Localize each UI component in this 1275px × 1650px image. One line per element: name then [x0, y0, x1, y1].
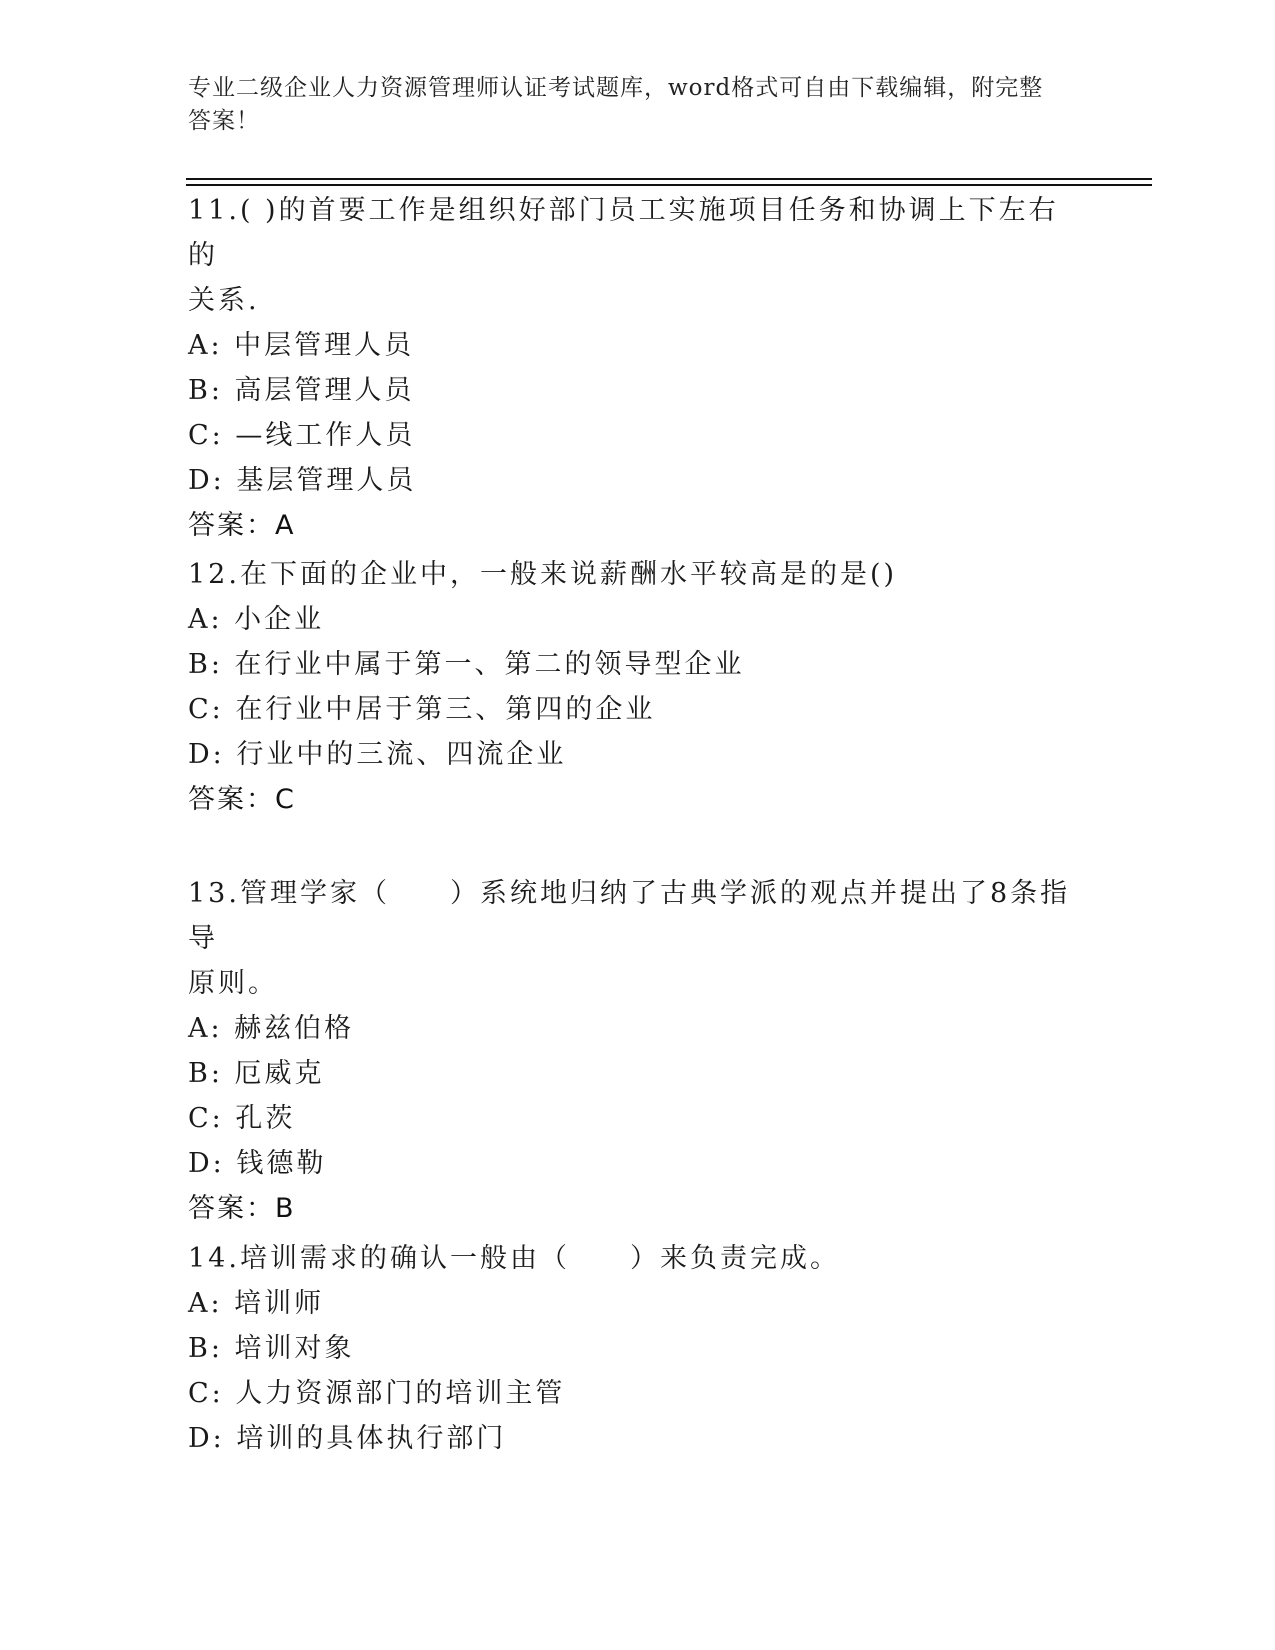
question-stem-line-1: 13.管理学家（ ）系统地归纳了古典学派的观点并提出了8条指导: [188, 878, 1071, 954]
option-a: A: 培训师: [188, 1288, 325, 1319]
question-12: [188, 552, 1088, 822]
question-stem-line-2: 关系.: [188, 285, 260, 316]
answer-line: 答案：B: [188, 1193, 296, 1224]
option-b: B: 高层管理人员: [188, 375, 415, 406]
option-d: D: 钱德勒: [188, 1148, 327, 1179]
question-stem-line-2: 原则。: [188, 968, 278, 999]
header-divider-bottom: [186, 184, 1152, 186]
intro-line-2: 答案！: [188, 108, 260, 134]
document-intro: [188, 72, 1068, 138]
question-stem-line-1: 12.在下面的企业中，一般来说薪酬水平较高是的是(): [188, 559, 898, 590]
option-b: B: 在行业中属于第一、第二的领导型企业: [188, 649, 745, 680]
header-divider-top: [186, 178, 1152, 180]
option-d: D: 培训的具体执行部门: [188, 1423, 507, 1454]
answer-line: 答案：A: [188, 510, 296, 541]
intro-line-1: 专业二级企业人力资源管理师认证考试题库，word格式可自由下载编辑，附完整: [188, 75, 1044, 101]
question-stem-line-1: 11.( )的首要工作是组织好部门员工实施项目任务和协调上下左右的: [188, 195, 1059, 271]
option-c: C: 在行业中居于第三、第四的企业: [188, 694, 656, 725]
answer-line: 答案：C: [188, 784, 296, 815]
option-c: C: 孔茨: [188, 1103, 296, 1134]
question-11: [188, 188, 1088, 548]
question-13: [188, 871, 1088, 1231]
question-stem-line-1: 14.培训需求的确认一般由（ ）来负责完成。: [188, 1243, 840, 1274]
option-a: A: 小企业: [188, 604, 325, 635]
option-c: C: 人力资源部门的培训主管: [188, 1378, 566, 1409]
question-14: [188, 1236, 1088, 1461]
option-a: A: 中层管理人员: [188, 330, 415, 361]
option-b: B: 厄威克: [188, 1058, 325, 1089]
option-c: C: —线工作人员: [188, 420, 416, 451]
option-d: D: 基层管理人员: [188, 465, 417, 496]
option-d: D: 行业中的三流、四流企业: [188, 739, 567, 770]
option-a: A: 赫兹伯格: [188, 1013, 355, 1044]
option-b: B: 培训对象: [188, 1333, 355, 1364]
